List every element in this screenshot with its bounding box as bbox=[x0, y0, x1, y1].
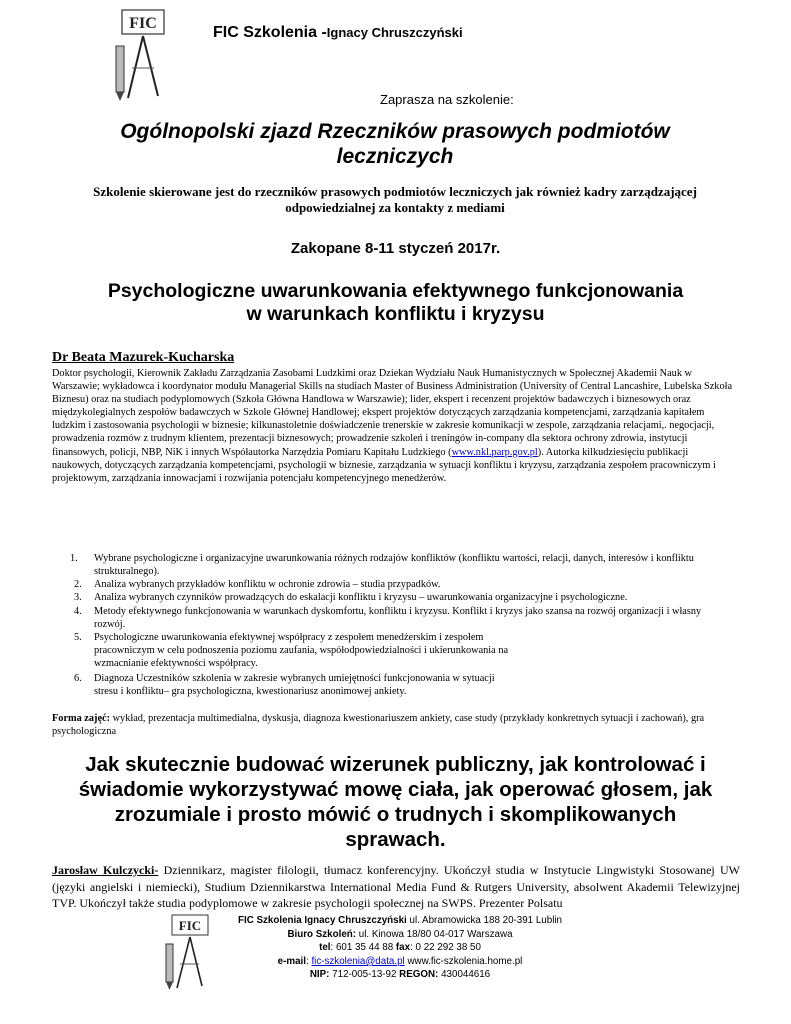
footer-fax-value: : 0 22 292 38 50 bbox=[410, 942, 481, 954]
audience-text: Szkolenie skierowane jest do rzeczników prasowych podmiotów leczniczych jak również kadry zarządzającej odpowiedzialnej za kontakty z mediami bbox=[93, 184, 697, 215]
forms-label: Forma zajęć: bbox=[52, 713, 111, 724]
session1-bio-text-end: ). Autorka kilkudziesięciu publikacji naukowych, dotyczących zarządzania kompetencjami, psychologii w biznesie, zarządzania w sytuacji konfliktu i kryzysu, zarządzania zespołem pracowniczym i projektowym, zarządzania innowacjami i rozwijania potencjału kompetencyjnego menedżerów. bbox=[52, 446, 716, 484]
program-item-text: Analiza wybranych czynników prowadzących do eskalacji konfliktu i kryzysu – uwarunkowania organizacyjne i psychologiczne. bbox=[94, 592, 628, 603]
session2-bio bbox=[52, 862, 740, 912]
footer-nip-value: 712-005-13-92 bbox=[329, 969, 400, 981]
footer-email-sep: : bbox=[306, 955, 312, 967]
program-item-text: Wybrane psychologiczne i organizacyjne uwarunkowania różnych rodzajów konfliktów (konfliktu wartości, relacji, danych, interesów i konfliktu strukturalnego). bbox=[94, 553, 694, 577]
footer-email-label: e-mail bbox=[277, 955, 306, 967]
program-item-number: 6. bbox=[74, 673, 82, 684]
program-item-text: Metody efektywnego funkcjonowania w warunkach dyskomfortu, konfliktu i kryzysu. Konflikt i kryzys jako szansa na rozwój organizacji i własny rozwój. bbox=[94, 606, 702, 630]
footer-tel-value: : 601 35 44 88 bbox=[330, 942, 396, 954]
program-item-number: 5. bbox=[74, 632, 82, 643]
session1-bio bbox=[52, 367, 740, 485]
footer-office-address: ul. Kinowa 18/80 04-017 Warszawa bbox=[356, 928, 513, 940]
footer-company-address: ul. Abramowicka 188 20-391 Lublin bbox=[406, 915, 562, 926]
session2-title-line1: Jak skutecznie budować wizerunek publiczny, jak kontrolować i bbox=[85, 753, 706, 776]
session2-speaker: Jarosław Kulczycki- bbox=[52, 863, 159, 877]
nkl-link[interactable]: www.nkl.parp.gov.pl bbox=[451, 446, 538, 458]
program-item-number: 1. bbox=[70, 553, 78, 564]
footer-regon-label: REGON: bbox=[399, 969, 439, 981]
footer-nip-label: NIP: bbox=[309, 969, 330, 981]
program-item-text: Analiza wybranych przykładów konfliktu w ochronie zdrowia – studia przypadków. bbox=[94, 579, 441, 590]
footer-website[interactable]: www.fic-szkolenia.home.pl bbox=[404, 955, 523, 967]
footer-office-label: Biuro Szkoleń: bbox=[287, 928, 357, 940]
footer-phone bbox=[190, 941, 610, 955]
location-date: Zakopane 8-11 styczeń 2017r. bbox=[290, 240, 501, 257]
session2-title bbox=[20, 752, 771, 852]
footer bbox=[190, 914, 610, 982]
session1-title bbox=[0, 280, 791, 326]
footer-ids bbox=[190, 968, 610, 982]
forms-text: wykład, prezentacja multimedialna, dyskusja, diagnoza kwestionariuszem ankiety, case study (przykłady konkretnych sytuacji i zachowań), gra psychologiczna bbox=[52, 713, 705, 737]
session2-title-line2: świadomie wykorzystywać mowę ciała, jak operować głosem, jak bbox=[78, 778, 713, 801]
session2-bio-text: Dziennikarz, magister filologii, tłumacz konferencyjny. Ukończył studia w Instytucie Lingwistyki Stosowanej UW (języki angielski i niemiecki), Studium Dziennikarstwa International Media Fund & Rutgers University, absolwent Akademii Telewizyjnej TVP. Ukończył także studia podyplomowe w zakresie psychologii społecznej na SWPS. Prezenter Polsatu bbox=[52, 863, 740, 910]
footer-email-link[interactable]: fic-szkolenia@data.pl bbox=[311, 955, 405, 967]
header-org-bold: FIC Szkolenia - bbox=[213, 24, 327, 41]
footer-contact bbox=[190, 955, 610, 969]
session2-title-line3: zrozumiale i prosto mówić o trudnych i skomplikowanych bbox=[114, 803, 677, 826]
session2-title-line4: sprawach. bbox=[345, 828, 446, 851]
program-item-number: 2. bbox=[74, 579, 82, 590]
session1-title-line1: Psychologiczne uwarunkowania efektywnego funkcjonowania bbox=[107, 280, 684, 302]
session1-title-line2: w warunkach konfliktu i kryzysu bbox=[246, 303, 545, 325]
invite-text: Zaprasza na szkolenie: bbox=[380, 92, 514, 107]
footer-tel-label: tel bbox=[319, 942, 331, 954]
footer-regon-value: 430044616 bbox=[438, 969, 491, 981]
compass-logo-icon bbox=[112, 6, 170, 104]
header-org-name: Ignacy Chruszczyński bbox=[326, 25, 463, 40]
footer-company bbox=[190, 914, 610, 928]
program-item-number: 3. bbox=[74, 592, 82, 603]
footer-company-name: FIC Szkolenia Ignacy Chruszczyński bbox=[238, 915, 407, 926]
program-item-number: 4. bbox=[74, 606, 82, 617]
event-title: Ogólnopolski zjazd Rzeczników prasowych podmiotów leczniczych bbox=[120, 120, 670, 168]
footer-logo-text: FIC bbox=[178, 918, 202, 933]
company-logo bbox=[112, 6, 170, 104]
header-company bbox=[213, 24, 463, 42]
footer-fax-label: fax bbox=[395, 942, 411, 954]
program-item-text: Diagnoza Uczestników szkolenia w zakresie wybranych umiejętności funkcjonowania w sytuacji stresu i konfliktu– gra psychologiczna, kwestionariusz anonimowej ankiety. bbox=[94, 673, 495, 697]
logo-text: FIC bbox=[129, 15, 157, 32]
session1-bio-text: Doktor psychologii, Kierownik Zakładu Zarządzania Zasobami Ludzkimi oraz Dziekan Wydziału Nauk Humanistycznych w Społecznej Akademii Nauk w Warszawie; wykładowca i koordynator modułu Managerial Skills na studiach Master of Business Administration (University of Central Lancashire, Lubelska Szkoła Biznesu) oraz na studiach podyplomowych (Szkoła Główna Handlowa w Warszawie); lider, ekspert i recenzent projektów badawczych i biznesowych oraz międzykolegialnych zespołów badawczych w Szkole Głównej Handlowej; ekspert projektów dotyczących zarządzania kompetencjami, zarządzania kapitałem ludzkim i zastosowania psychologii w biznesie; kilkunastoletnie doświadczenie trenerskie w zakresie komunikacji w zespole, zarządzania relacjami,. negocjacji, prowadzenia rozmów z trudnym klientem, prezentacji biznesowych; prowadzenie szkoleń i treningów in-company dla sektora ochrony zdrowia, instytucji finansowych, policji, NBP, NiK i innych Współautorka Narzędzia Pomiaru Kapitału Ludzkiego ( bbox=[52, 368, 733, 458]
program-item-text: Psychologiczne uwarunkowania efektywnej współpracy z zespołem menedżerskim i zespołem pracowniczym w celu podnoszenia poziomu zaufania, współodpowiedzialności i ukierunkowania na wzmacnianie efektywności współpracy. bbox=[94, 632, 509, 669]
session1-forms bbox=[52, 712, 740, 738]
footer-office bbox=[190, 928, 610, 942]
session1-speaker: Dr Beata Mazurek-Kucharska bbox=[52, 350, 235, 365]
